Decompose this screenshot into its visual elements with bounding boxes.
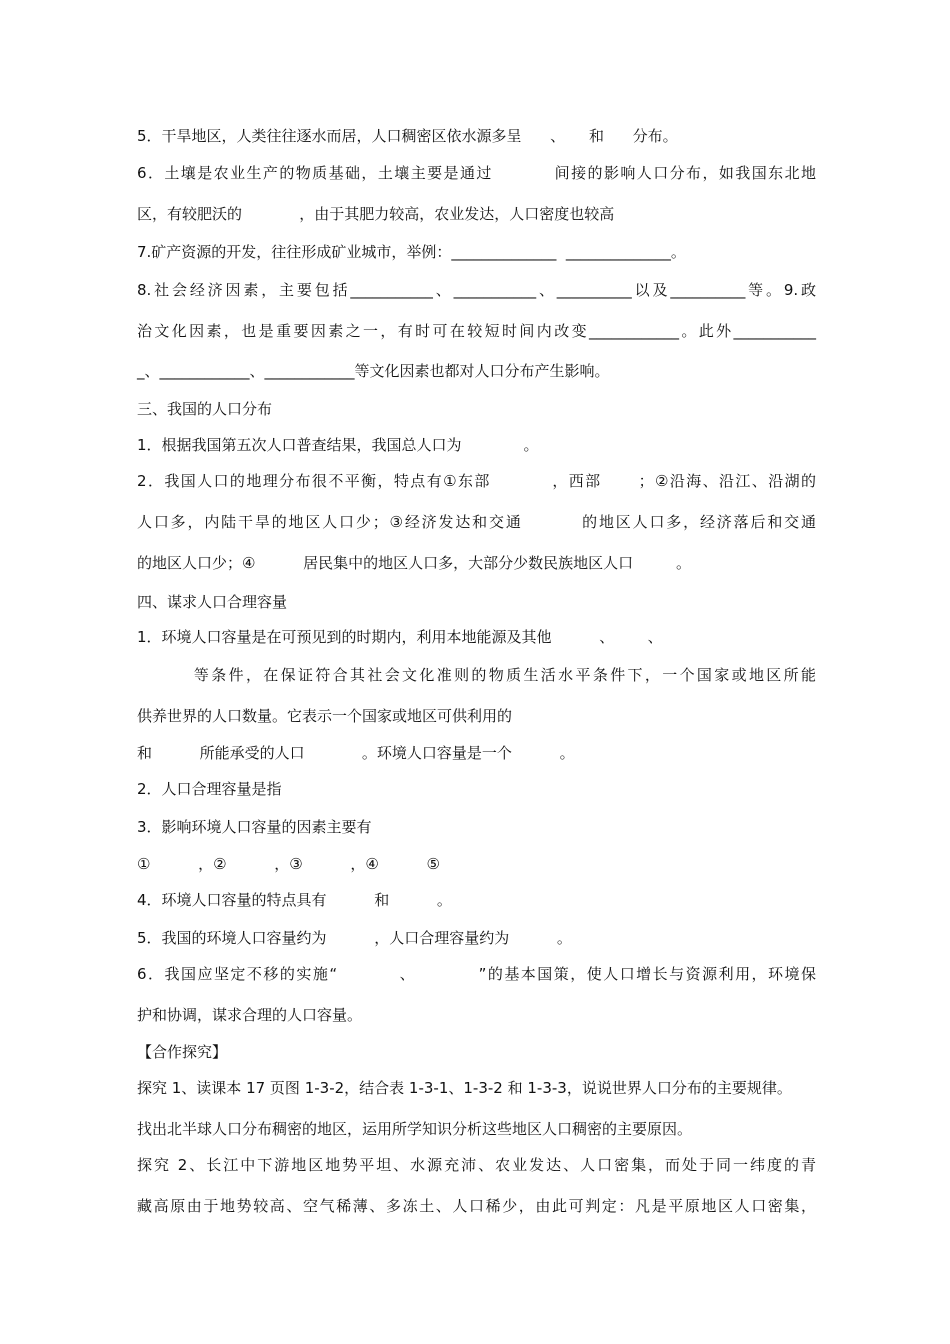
text-line-3-2-cont: 人口多，内陆干旱的地区人口少；③经济发达和交通 的地区人口多，经济落后和交通 bbox=[137, 513, 816, 531]
text-line-q9-cont: _、____________、____________等文化因素也都对人口分布产生影响。 bbox=[137, 362, 610, 380]
text-line-explore-2-cont: 藏高原由于地势较高、空气稀薄、多冻土、人口稀少，由此可判定：凡是平原地区人口密集， bbox=[137, 1197, 816, 1215]
text-line-explore-2: 探究 2、长江中下游地区地势平坦、水源充沛、农业发达、人口密集，而处于同一纬度的青 bbox=[137, 1156, 816, 1174]
text-line-4-4: 4．环境人口容量的特点具有 和 。 bbox=[137, 891, 452, 909]
text-line-3-1: 1．根据我国第五次人口普查结果，我国总人口为 。 bbox=[137, 436, 539, 454]
text-line-3-2: 2．我国人口的地理分布很不平衡，特点有①东部 ，西部 ；②沿海、沿江、沿湖的 bbox=[137, 472, 816, 490]
text-line-4-6-cont: 护和协调，谋求合理的人口容量。 bbox=[137, 1006, 363, 1024]
text-line-4-5: 5．我国的环境人口容量约为 ，人口合理容量约为 。 bbox=[137, 929, 572, 947]
text-line-4-2: 2．人口合理容量是指 bbox=[137, 780, 282, 798]
text-line-q6-cont: 区，有较肥沃的 ，由于其肥力较高，农业发达，人口密度也较高 bbox=[137, 205, 615, 223]
text-line-4-3: 3．影响环境人口容量的因素主要有 bbox=[137, 818, 372, 836]
text-line-4-1-end: 和 所能承受的人口 。环境人口容量是一个 。 bbox=[137, 744, 575, 762]
text-line-q9: 治文化因素，也是重要因素之一，有时可在较短时间内改变____________。此外___________ bbox=[137, 322, 816, 340]
text-line-4-6: 6．我国应坚定不移的实施“ 、 ”的基本国策，使人口增长与资源利用，环境保 bbox=[137, 965, 816, 983]
section-heading-4: 四、谋求人口合理容量 bbox=[137, 593, 288, 611]
text-line-q5: 5．干旱地区，人类往往逐水而居，人口稠密区依水源多呈 、 和 分布。 bbox=[137, 127, 678, 145]
text-line-q7: 7.矿产资源的开发，往往形成矿业城市，举例：______________ ______________。 bbox=[137, 243, 686, 261]
text-line-explore-1-cont: 找出北半球人口分布稠密的地区，运用所学知识分析这些地区人口稠密的主要原因。 bbox=[137, 1120, 693, 1138]
text-line-4-1-cont2: 供养世界的人口数量。它表示一个国家或地区可供利用的 bbox=[137, 707, 513, 725]
section-heading-3: 三、我国的人口分布 bbox=[137, 400, 273, 418]
text-line-q8: 8.社会经济因素，主要包括___________、___________、__________以及__________等。9.政 bbox=[137, 281, 816, 299]
text-line-q6: 6．土壤是农业生产的物质基础，土壤主要是通过 间接的影响人口分布，如我国东北地 bbox=[137, 164, 816, 182]
text-line-4-3-items: ① ，② ，③ ，④ ⑤ bbox=[137, 855, 440, 873]
text-line-4-1-cont: 等条件，在保证符合其社会文化准则的物质生活水平条件下，一个国家或地区所能 bbox=[137, 666, 816, 684]
text-line-explore-1: 探究 1、读课本 17 页图 1-3-2，结合表 1-3-1、1-3-2 和 1-3-3，说说世界人口分布的主要规律。 bbox=[137, 1079, 792, 1097]
section-heading-cooperation: 【合作探究】 bbox=[137, 1043, 228, 1061]
text-line-4-1: 1．环境人口容量是在可预见到的时期内，利用本地能源及其他 、 、 bbox=[137, 628, 663, 646]
text-line-3-2-end: 的地区人口少；④ 居民集中的地区人口多，大部分少数民族地区人口 。 bbox=[137, 554, 692, 572]
